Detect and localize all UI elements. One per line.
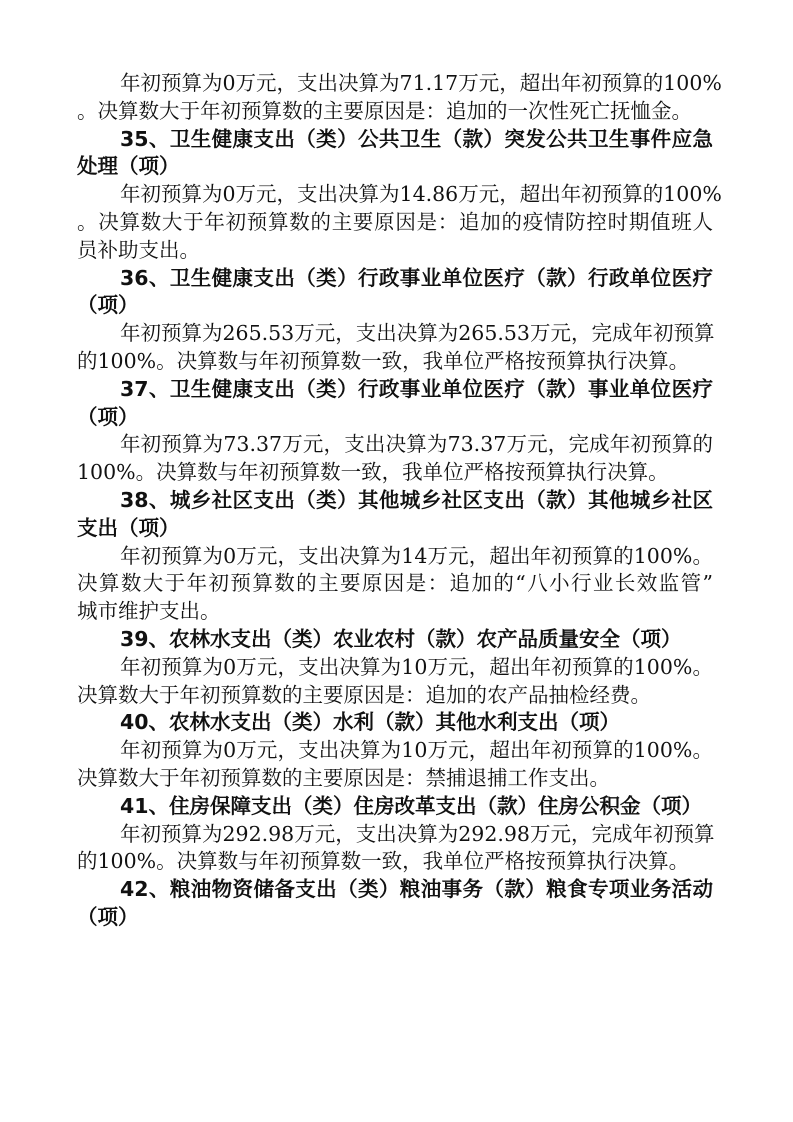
text-line: 年初预算为0万元，支出决算为14.86万元，超出年初预算的100% bbox=[120, 182, 722, 207]
text-line: 40、农林水支出（类）水利（款）其他水利支出（项） bbox=[120, 710, 621, 735]
section-heading bbox=[77, 876, 713, 932]
text-line: 的100%。决算数与年初预算数一致，我单位严格按预算执行决算。 bbox=[77, 348, 690, 373]
body-paragraph bbox=[77, 320, 713, 376]
text-line: 100%。决算数与年初预算数一致，我单位严格按预算执行决算。 bbox=[77, 460, 669, 485]
text-line: 41、住房保障支出（类）住房改革支出（款）住房公积金（项） bbox=[120, 793, 703, 818]
document-page bbox=[77, 70, 722, 932]
text-line: 年初预算为0万元，支出决算为14万元，超出年初预算的100%。 bbox=[120, 543, 713, 568]
text-line: 年初预算为265.53万元，支出决算为265.53万元，完成年初预算 bbox=[120, 321, 715, 346]
text-line: 38、城乡社区支出（类）其他城乡社区支出（款）其他城乡社区 bbox=[120, 487, 713, 512]
text-line: 37、卫生健康支出（类）行政事业单位医疗（款）事业单位医疗 bbox=[120, 376, 713, 401]
text-line: 年初预算为73.37万元，支出决算为73.37万元，完成年初预算的 bbox=[120, 432, 713, 457]
text-line: 城市维护支出。 bbox=[77, 599, 221, 624]
text-line: 。决算数大于年初预算数的主要原因是：追加的疫情防控时期值班人 bbox=[77, 209, 713, 234]
text-line: 。决算数大于年初预算数的主要原因是：追加的一次性死亡抚恤金。 bbox=[77, 98, 692, 123]
section-heading bbox=[77, 126, 713, 182]
text-line: （项） bbox=[77, 404, 139, 429]
text-line: 年初预算为0万元，支出决算为10万元，超出年初预算的100%。 bbox=[120, 738, 713, 763]
text-line: 处理（项） bbox=[77, 154, 180, 179]
section-heading bbox=[77, 376, 713, 432]
text-line: 年初预算为292.98万元，支出决算为292.98万元，完成年初预算 bbox=[120, 821, 715, 846]
text-line: 年初预算为0万元，支出决算为10万元，超出年初预算的100%。 bbox=[120, 654, 713, 679]
text-line: 员补助支出。 bbox=[77, 237, 200, 262]
body-paragraph bbox=[77, 181, 722, 264]
body-paragraph bbox=[77, 431, 713, 487]
section-heading bbox=[77, 265, 713, 321]
text-line: 决算数大于年初预算数的主要原因是：追加的农产品抽检经费。 bbox=[77, 682, 651, 707]
text-line: （项） bbox=[77, 293, 139, 318]
text-line: 36、卫生健康支出（类）行政事业单位医疗（款）行政单位医疗 bbox=[120, 265, 713, 290]
body-paragraph bbox=[77, 821, 713, 877]
body-paragraph bbox=[77, 654, 713, 710]
section-heading bbox=[77, 709, 713, 737]
body-paragraph bbox=[77, 737, 713, 793]
text-line: 年初预算为0万元，支出决算为71.17万元，超出年初预算的100% bbox=[120, 71, 722, 95]
section-heading bbox=[77, 626, 713, 654]
text-line: 决算数大于年初预算数的主要原因是：追加的“八小行业长效监管” bbox=[77, 571, 713, 596]
text-line: 42、粮油物资储备支出（类）粮油事务（款）粮食专项业务活动 bbox=[120, 877, 713, 902]
text-line: 决算数大于年初预算数的主要原因是：禁捕退捕工作支出。 bbox=[77, 765, 610, 790]
body-paragraph bbox=[77, 543, 713, 626]
section-heading bbox=[77, 793, 713, 821]
section-heading bbox=[77, 487, 713, 543]
text-line: （项） bbox=[77, 904, 139, 929]
text-line: 支出（项） bbox=[77, 515, 180, 540]
text-line: 35、卫生健康支出（类）公共卫生（款）突发公共卫生事件应急 bbox=[120, 126, 713, 151]
text-line: 的100%。决算数与年初预算数一致，我单位严格按预算执行决算。 bbox=[77, 849, 690, 874]
body-paragraph bbox=[77, 70, 722, 126]
text-line: 39、农林水支出（类）农业农村（款）农产品质量安全（项） bbox=[120, 626, 682, 651]
